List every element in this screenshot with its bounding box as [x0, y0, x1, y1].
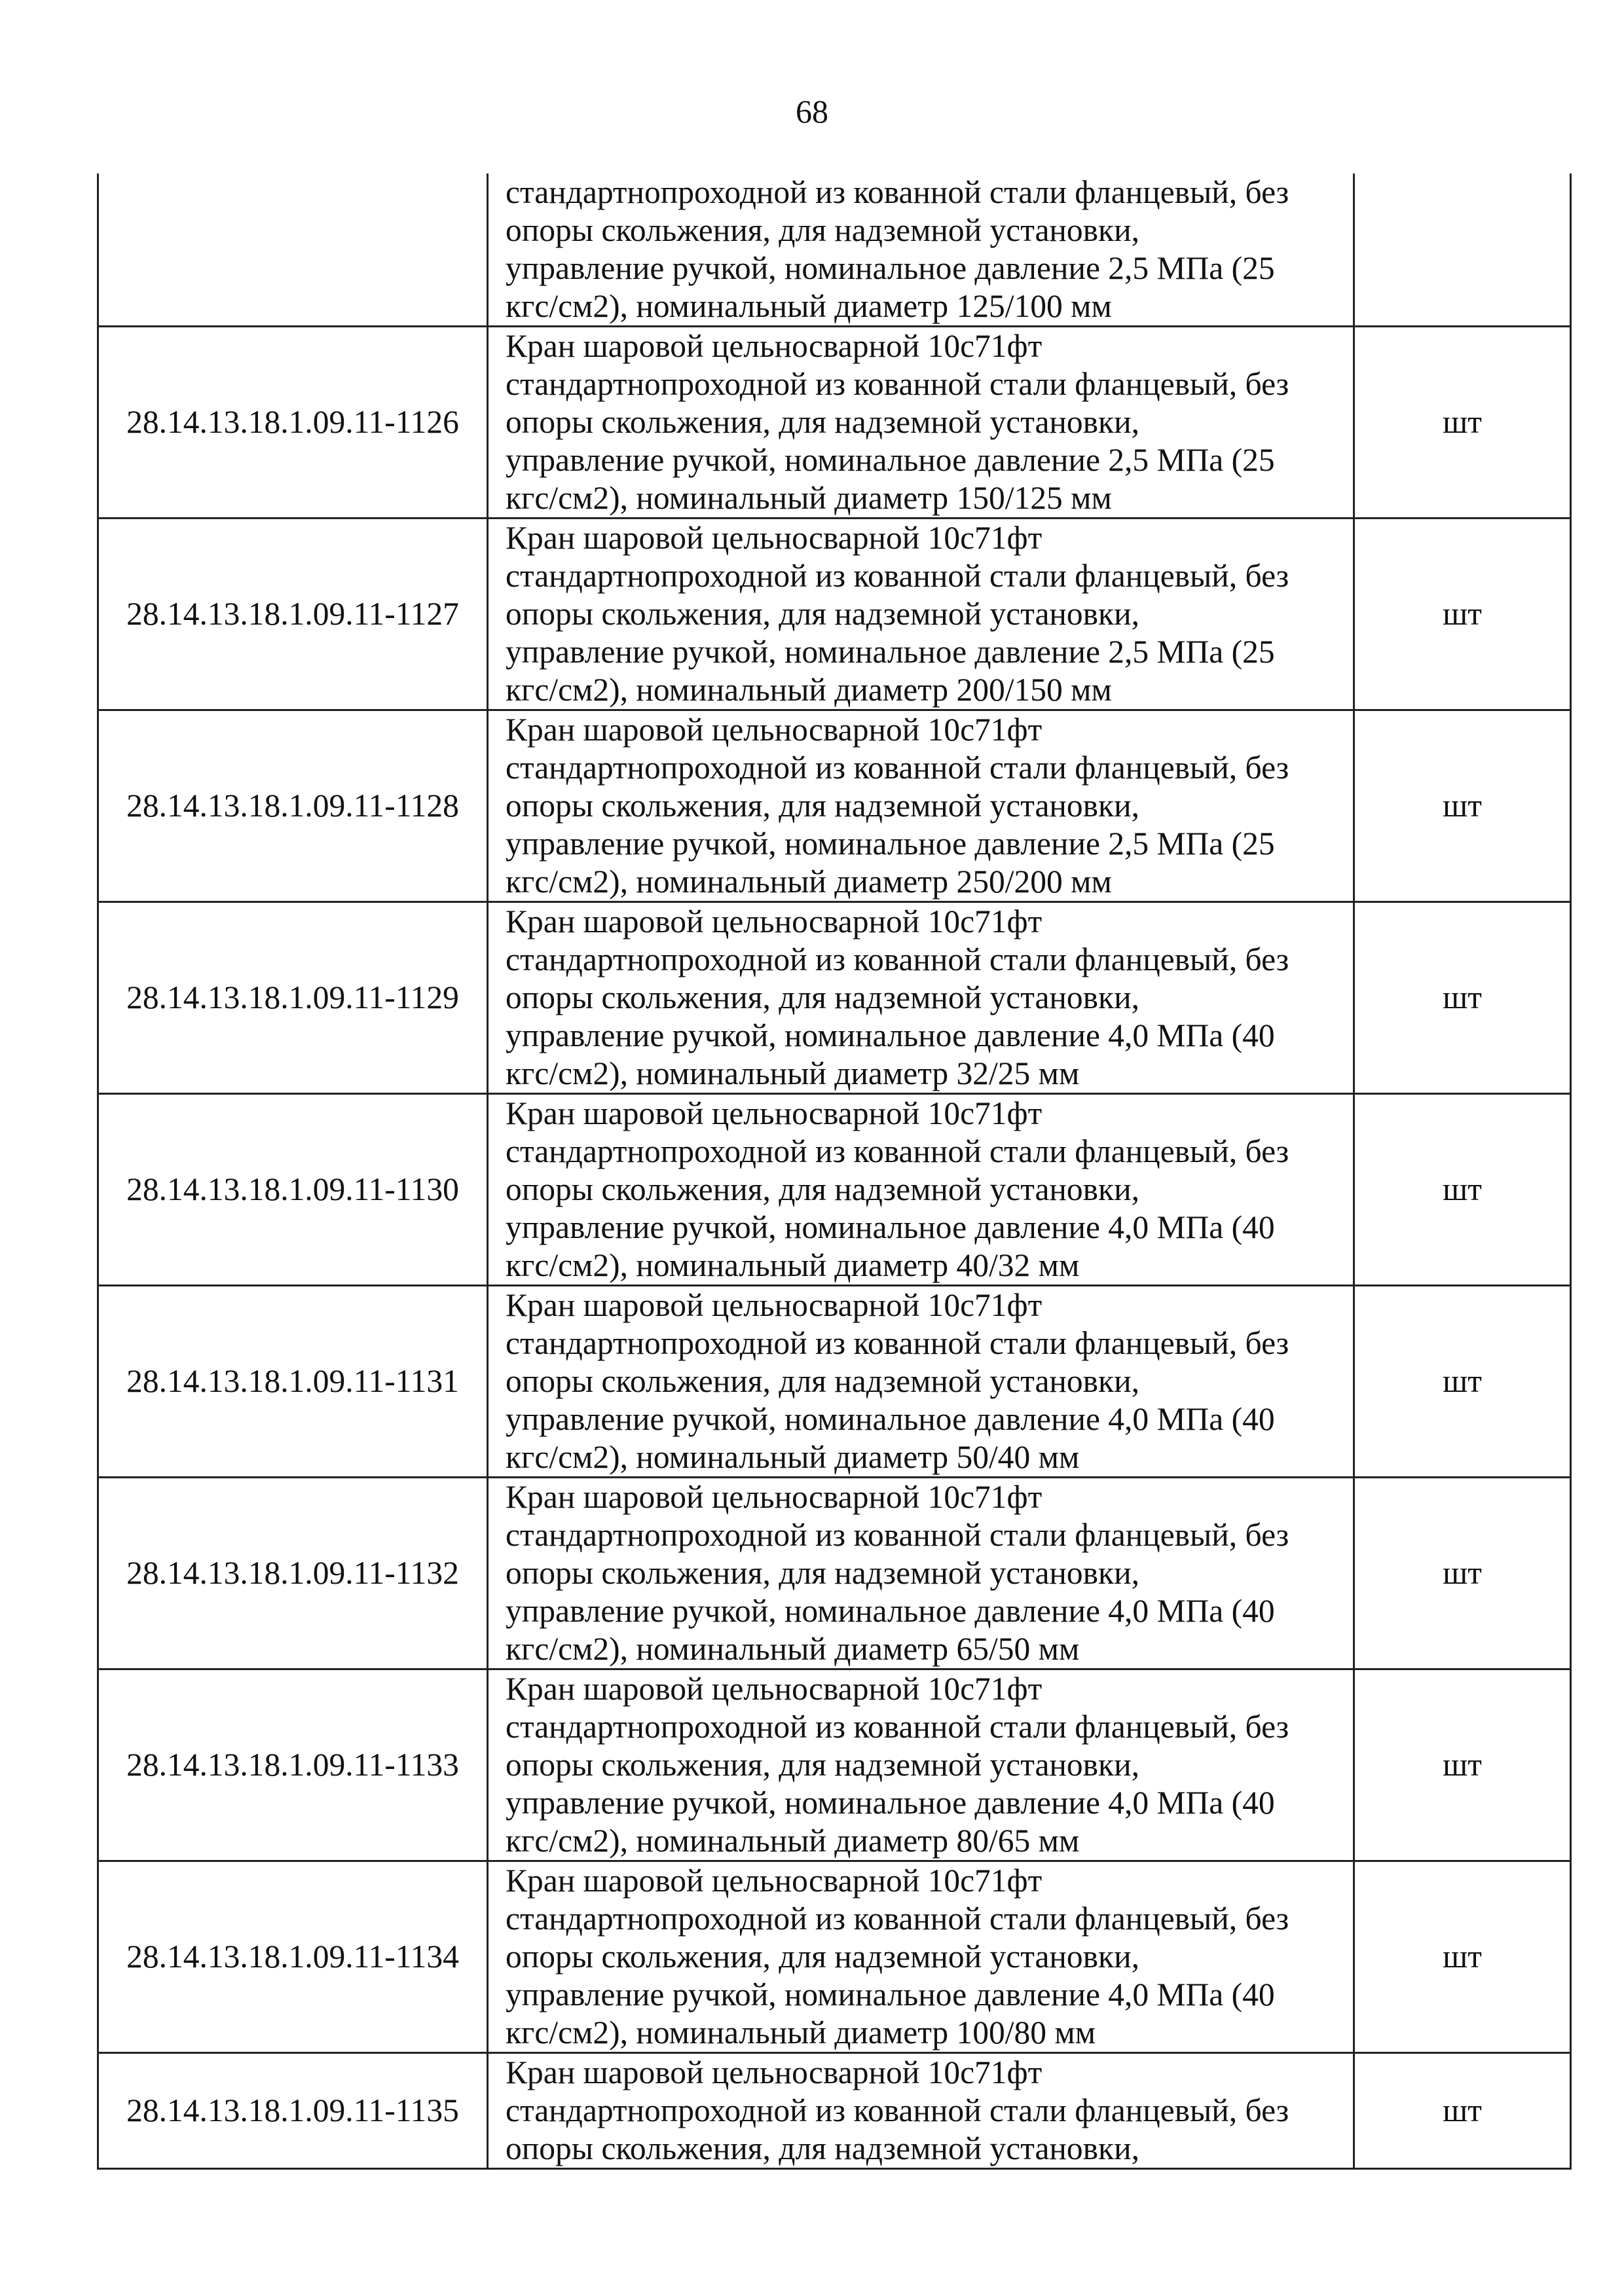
description-line: опоры скольжения, для надземной установки, — [506, 979, 1139, 1015]
description-line: Кран шаровой цельносварной 10с71фт — [506, 2054, 1043, 2090]
resource-description — [488, 1094, 1354, 1286]
description-line: стандартнопроходной из кованной стали фланцевый, без — [506, 750, 1289, 786]
resource-description — [488, 1669, 1354, 1861]
description-line: стандартнопроходной из кованной стали фланцевый, без — [506, 174, 1289, 210]
description-line: Кран шаровой цельносварной 10с71фт — [506, 1671, 1043, 1707]
unit-of-measure: шт — [1354, 1286, 1571, 1478]
description-line: опоры скольжения, для надземной установки, — [506, 1171, 1139, 1207]
description-line: кгс/см2), номинальный диаметр 100/80 мм — [506, 2014, 1096, 2050]
description-line: кгс/см2), номинальный диаметр 150/125 мм — [506, 480, 1112, 516]
description-line: кгс/см2), номинальный диаметр 80/65 мм — [506, 1823, 1080, 1859]
unit-of-measure: шт — [1354, 902, 1571, 1094]
description-line: Кран шаровой цельносварной 10с71фт — [506, 520, 1043, 556]
unit-of-measure — [1354, 173, 1571, 327]
table-row — [98, 710, 1571, 902]
description-line: опоры скольжения, для надземной установки, — [506, 2130, 1139, 2166]
resource-code: 28.14.13.18.1.09.11-1128 — [98, 710, 488, 902]
resource-code: 28.14.13.18.1.09.11-1134 — [98, 1861, 488, 2053]
description-line: опоры скольжения, для надземной установки, — [506, 596, 1139, 632]
description-line: стандартнопроходной из кованной стали фланцевый, без — [506, 2092, 1289, 2128]
description-line: управление ручкой, номинальное давление 4,0 МПа (40 — [506, 1209, 1275, 1245]
resource-description — [488, 519, 1354, 710]
resource-description — [488, 1861, 1354, 2053]
description-line: управление ручкой, номинальное давление 2,5 МПа (25 — [506, 634, 1275, 670]
resource-code: 28.14.13.18.1.09.11-1135 — [98, 2053, 488, 2169]
unit-of-measure: шт — [1354, 519, 1571, 710]
description-line: управление ручкой, номинальное давление 4,0 МПа (40 — [506, 1785, 1275, 1821]
description-line: опоры скольжения, для надземной установки, — [506, 1555, 1139, 1591]
table-row — [98, 1286, 1571, 1478]
description-line: опоры скольжения, для надземной установки, — [506, 788, 1139, 824]
description-line: Кран шаровой цельносварной 10с71фт — [506, 1095, 1043, 1131]
resource-code: 28.14.13.18.1.09.11-1131 — [98, 1286, 488, 1478]
table-row — [98, 173, 1571, 327]
description-line: опоры скольжения, для надземной установки, — [506, 1363, 1139, 1399]
table-row — [98, 1669, 1571, 1861]
table-row — [98, 2053, 1571, 2169]
description-line: управление ручкой, номинальное давление 2,5 МПа (25 — [506, 250, 1275, 286]
description-line: стандартнопроходной из кованной стали фланцевый, без — [506, 941, 1289, 977]
description-line: опоры скольжения, для надземной установки, — [506, 404, 1139, 440]
unit-of-measure: шт — [1354, 1669, 1571, 1861]
description-line: стандартнопроходной из кованной стали фланцевый, без — [506, 1325, 1289, 1361]
resource-code: 28.14.13.18.1.09.11-1132 — [98, 1478, 488, 1669]
description-line: кгс/см2), номинальный диаметр 32/25 мм — [506, 1055, 1080, 1091]
page-number: 68 — [796, 93, 828, 130]
unit-of-measure: шт — [1354, 327, 1571, 519]
description-line: стандартнопроходной из кованной стали фланцевый, без — [506, 1901, 1289, 1937]
unit-of-measure: шт — [1354, 2053, 1571, 2169]
resource-code: 28.14.13.18.1.09.11-1127 — [98, 519, 488, 710]
table-row — [98, 1094, 1571, 1286]
description-line: кгс/см2), номинальный диаметр 65/50 мм — [506, 1631, 1080, 1667]
description-line: стандартнопроходной из кованной стали фланцевый, без — [506, 1133, 1289, 1169]
description-line: управление ручкой, номинальное давление 4,0 МПа (40 — [506, 1593, 1275, 1629]
table-row — [98, 902, 1571, 1094]
resource-description — [488, 2053, 1354, 2169]
table-row — [98, 1478, 1571, 1669]
resource-code — [98, 173, 488, 327]
description-line: Кран шаровой цельносварной 10с71фт — [506, 903, 1043, 939]
table-row — [98, 327, 1571, 519]
description-line: опоры скольжения, для надземной установки, — [506, 1747, 1139, 1783]
resource-code: 28.14.13.18.1.09.11-1129 — [98, 902, 488, 1094]
description-line: стандартнопроходной из кованной стали фланцевый, без — [506, 366, 1289, 402]
table-row — [98, 519, 1571, 710]
unit-of-measure: шт — [1354, 1094, 1571, 1286]
description-line: управление ручкой, номинальное давление 4,0 МПа (40 — [506, 1017, 1275, 1053]
unit-of-measure: шт — [1354, 1861, 1571, 2053]
description-line: кгс/см2), номинальный диаметр 40/32 мм — [506, 1247, 1080, 1283]
description-line: кгс/см2), номинальный диаметр 200/150 мм — [506, 672, 1112, 708]
table-row — [98, 1861, 1571, 2053]
description-line: кгс/см2), номинальный диаметр 50/40 мм — [506, 1439, 1080, 1475]
resource-table-body — [98, 173, 1571, 2169]
description-line: кгс/см2), номинальный диаметр 250/200 мм — [506, 864, 1112, 900]
resource-code: 28.14.13.18.1.09.11-1130 — [98, 1094, 488, 1286]
description-line: управление ручкой, номинальное давление 4,0 МПа (40 — [506, 1977, 1275, 2013]
resource-code: 28.14.13.18.1.09.11-1133 — [98, 1669, 488, 1861]
resource-table — [97, 173, 1572, 2170]
resource-code: 28.14.13.18.1.09.11-1126 — [98, 327, 488, 519]
description-line: стандартнопроходной из кованной стали фланцевый, без — [506, 1709, 1289, 1745]
description-line: кгс/см2), номинальный диаметр 125/100 мм — [506, 288, 1112, 324]
description-line: Кран шаровой цельносварной 10с71фт — [506, 1287, 1043, 1323]
unit-of-measure: шт — [1354, 1478, 1571, 1669]
description-line: управление ручкой, номинальное давление 4,0 МПа (40 — [506, 1401, 1275, 1437]
description-line: опоры скольжения, для надземной установки, — [506, 1939, 1139, 1975]
resource-description — [488, 902, 1354, 1094]
resource-description — [488, 710, 1354, 902]
resource-description — [488, 173, 1354, 327]
description-line: опоры скольжения, для надземной установки, — [506, 212, 1139, 248]
description-line: управление ручкой, номинальное давление 2,5 МПа (25 — [506, 826, 1275, 862]
description-line: Кран шаровой цельносварной 10с71фт — [506, 1479, 1043, 1515]
description-line: Кран шаровой цельносварной 10с71фт — [506, 1863, 1043, 1899]
description-line: Кран шаровой цельносварной 10с71фт — [506, 712, 1043, 748]
resource-description — [488, 1286, 1354, 1478]
description-line: стандартнопроходной из кованной стали фланцевый, без — [506, 1517, 1289, 1553]
resource-description — [488, 327, 1354, 519]
description-line: Кран шаровой цельносварной 10с71фт — [506, 328, 1043, 364]
description-line: управление ручкой, номинальное давление 2,5 МПа (25 — [506, 442, 1275, 478]
unit-of-measure: шт — [1354, 710, 1571, 902]
resource-description — [488, 1478, 1354, 1669]
description-line: стандартнопроходной из кованной стали фланцевый, без — [506, 558, 1289, 594]
